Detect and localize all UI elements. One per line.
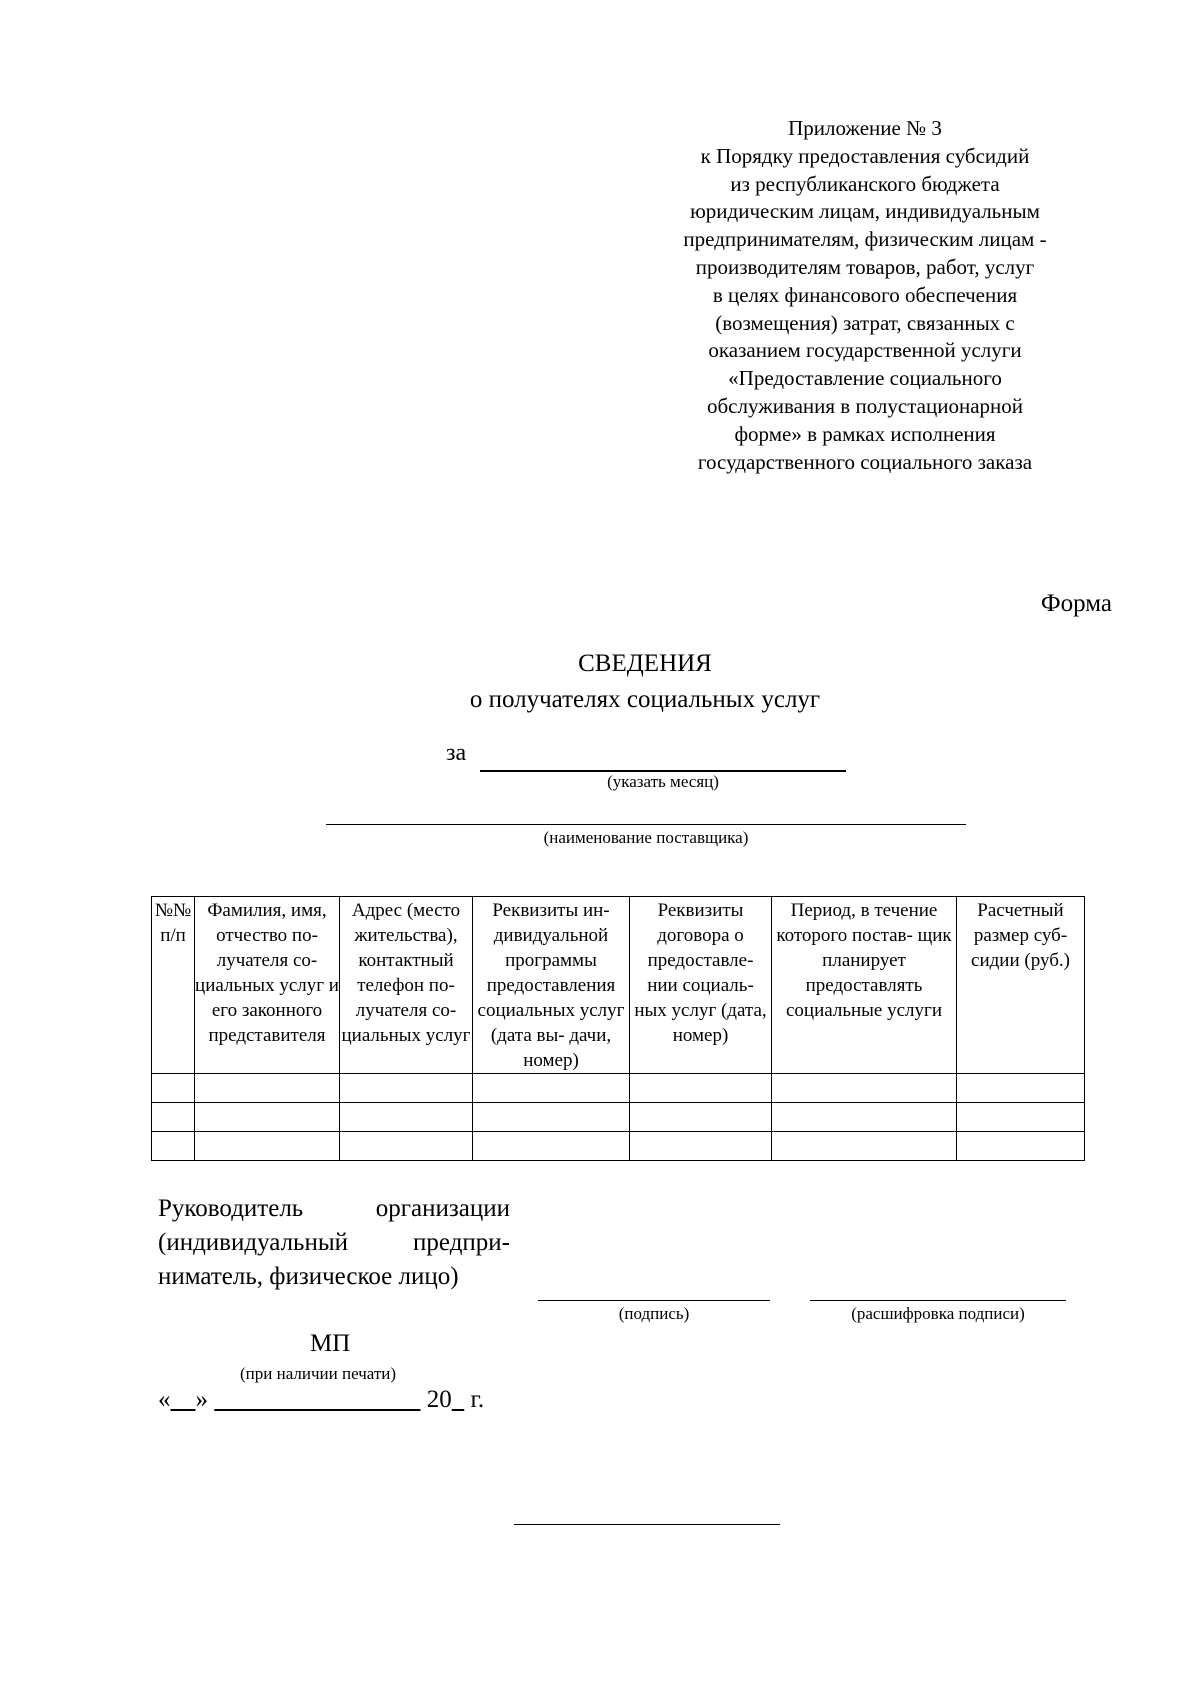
date-line (158, 1386, 484, 1414)
appendix-line: к Порядку предоставления субсидий (700, 143, 1030, 168)
table-header-row (152, 897, 1085, 1074)
table-cell[interactable] (195, 1074, 340, 1103)
signature-field[interactable] (538, 1300, 770, 1301)
table-cell[interactable] (473, 1103, 630, 1132)
table-cell[interactable] (630, 1074, 772, 1103)
table-cell[interactable] (340, 1132, 473, 1161)
table-cell[interactable] (340, 1103, 473, 1132)
table-cell[interactable] (152, 1132, 195, 1161)
date-open-quote: « (158, 1386, 171, 1413)
table-cell[interactable] (957, 1132, 1085, 1161)
date-close-quote: » (195, 1386, 208, 1413)
appendix-line: государственного социального заказа (697, 449, 1033, 474)
signature-decode-caption: (расшифровка подписи) (851, 1304, 1025, 1323)
signatory-role (158, 1192, 510, 1294)
table-cell[interactable] (957, 1074, 1085, 1103)
document-title: СВЕДЕНИЯ (578, 650, 712, 677)
table-row (152, 1103, 1085, 1132)
col-period-header: Период, в течение которого постав- щик планирует предоставлять социальные услуги (772, 897, 957, 1074)
date-day-field[interactable] (171, 1386, 196, 1413)
recipients-table (151, 896, 1085, 1161)
signatory-role-line: Руководитель организации (158, 1195, 510, 1222)
date-year-field[interactable] (452, 1386, 465, 1413)
date-month-field[interactable] (214, 1386, 420, 1413)
table-cell[interactable] (630, 1132, 772, 1161)
period-caption: (указать месяц) (607, 772, 719, 791)
table-cell[interactable] (152, 1103, 195, 1132)
col-contract-header: Реквизиты договора о предоставле- нии социаль- ных услуг (дата, номер) (630, 897, 772, 1074)
appendix-line: «Предоставление социального (728, 366, 1002, 391)
signatory-role-line: (индивидуальный предпри- (158, 1229, 510, 1256)
date-year-prefix: 20 (426, 1386, 452, 1413)
appendix-line: обслуживания в полустационарной (707, 393, 1023, 418)
signature-decode-field[interactable] (810, 1300, 1066, 1301)
table-cell[interactable] (630, 1103, 772, 1132)
appendix-line: предпринимателям, физическим лицам - (683, 227, 1047, 252)
table-cell[interactable] (195, 1132, 340, 1161)
table-row (152, 1074, 1085, 1103)
table-cell[interactable] (152, 1074, 195, 1103)
appendix-line: форме» в рамках исполнения (734, 421, 996, 446)
col-address-header: Адрес (место жительства), контактный телефон по- лучателя со- циальных услуг (340, 897, 473, 1074)
appendix-line: производителям товаров, работ, услуг (695, 254, 1035, 279)
supplier-caption: (наименование поставщика) (543, 828, 749, 847)
supplier-name-field[interactable] (326, 824, 966, 825)
appendix-line: оказанием государственной услуги (708, 338, 1022, 363)
table-cell[interactable] (772, 1103, 957, 1132)
document-subtitle: о получателях социальных услуг (469, 686, 821, 713)
table-cell[interactable] (473, 1132, 630, 1161)
table-cell[interactable] (195, 1103, 340, 1132)
appendix-line: в целях финансового обеспечения (712, 282, 1018, 307)
bottom-signature-line (514, 1524, 780, 1525)
appendix-line: Приложение № 3 (788, 116, 942, 140)
table-row (152, 1132, 1085, 1161)
col-subsidy-header: Расчетный размер суб- сидии (руб.) (957, 897, 1085, 1074)
col-number-header: №№ п/п (152, 897, 195, 1074)
stamp-note: (при наличии печати) (240, 1364, 397, 1383)
table-cell[interactable] (957, 1103, 1085, 1132)
appendix-line: (возмещения) затрат, связанных с (715, 310, 1015, 335)
stamp-label: МП (310, 1330, 351, 1357)
table-cell[interactable] (473, 1074, 630, 1103)
signature-caption: (подпись) (618, 1304, 690, 1323)
table-cell[interactable] (340, 1074, 473, 1103)
period-prefix: за (446, 740, 467, 766)
form-label: Форма (1040, 590, 1112, 617)
appendix-header (660, 115, 1070, 476)
col-individual-program-header: Реквизиты ин- дивидуальной программы предоставления социальных услуг (дата вы- дачи, номер) (473, 897, 630, 1074)
table-cell[interactable] (772, 1132, 957, 1161)
appendix-line: юридическим лицам, индивидуальным (690, 199, 1040, 224)
signatory-role-line: ниматель, физическое лицо) (158, 1263, 459, 1290)
date-year-suffix: г. (464, 1386, 485, 1413)
table-cell[interactable] (772, 1074, 957, 1103)
appendix-line: из республиканского бюджета (730, 171, 1000, 196)
col-recipient-name-header: Фамилия, имя, отчество по- лучателя со- циальных услуг и его законного представителя (195, 897, 340, 1074)
